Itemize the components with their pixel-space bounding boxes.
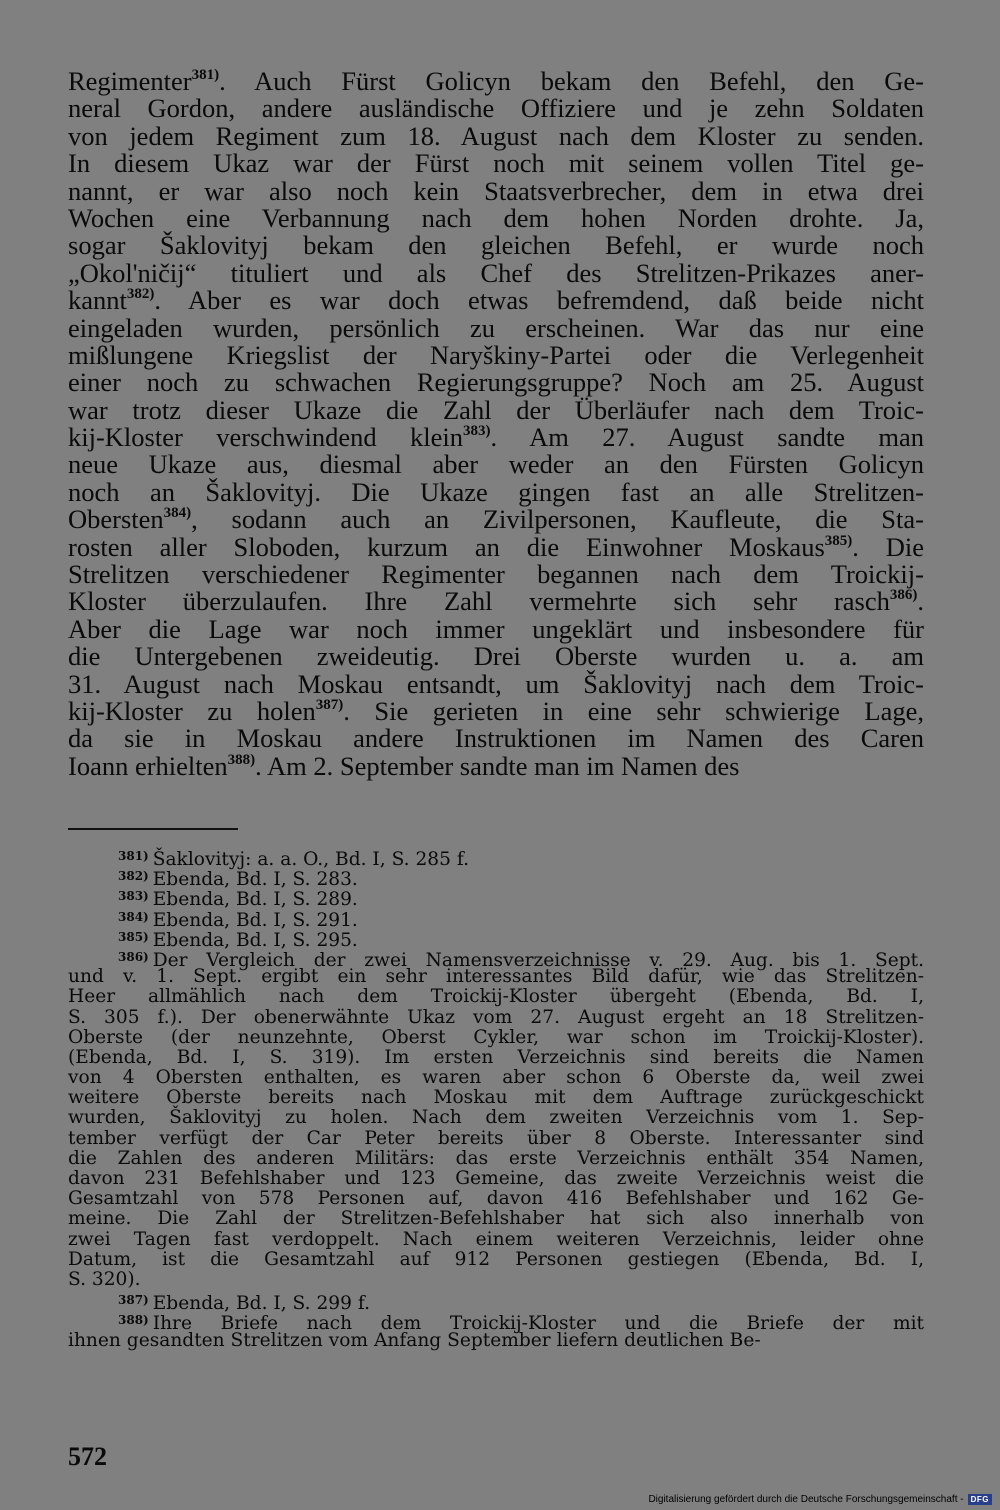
footnote-text: tember verfügt der Car Peter bereits über 8 Oberste. Interessanter sind <box>68 1127 924 1149</box>
footnote-line <box>68 1189 924 1209</box>
footnote-text: Ebenda, Bd. I, S. 291. <box>152 909 358 931</box>
text-line <box>68 95 924 122</box>
footnote-text: von 4 Obersten enthalten, es waren aber schon 6 Oberste da, weil zwei <box>68 1067 924 1089</box>
footnote-text: Ebenda, Bd. I, S. 299 f. <box>152 1293 370 1315</box>
text-line <box>68 175 924 206</box>
text-run: Ioann erhielten <box>68 750 228 781</box>
footnote-line <box>68 1230 924 1250</box>
footnote-ref: 386) <box>889 587 918 604</box>
footer-text: Digitalisierung gefördert durch die Deutsche Forschungsgemeinschaft - <box>648 1494 964 1505</box>
footnote <box>68 846 924 870</box>
footnote-text: (Ebenda, Bd. I, S. 319). Im ersten Verzeichnis sind bereits die Namen <box>68 1046 924 1068</box>
footnote-text: Ihre Briefe nach dem Troickij-Kloster und die Briefe der mit <box>152 1313 924 1335</box>
footnote-text: S. 305 f.). Der obenerwähnte Ukaz vom 27. August ergeht an 18 Strelitzen- <box>68 1006 924 1028</box>
text-run: kij-Kloster verschwindend klein <box>68 422 464 453</box>
text-line <box>68 506 924 533</box>
footnote-text: Datum, ist die Gesamtzahl auf 912 Personen gestiegen (Ebenda, Bd. I, <box>68 1248 924 1270</box>
footnote-line <box>68 1270 924 1290</box>
text-run: Obersten <box>68 504 164 535</box>
footnote-line <box>68 1310 924 1335</box>
footnote-line <box>68 927 924 951</box>
footnote-line <box>68 1108 924 1128</box>
text-run: Strelitzen verschiedener Regimenter begannen nach dem Troickij- <box>68 559 924 590</box>
footnote-text: und v. 1. Sept. ergibt ein sehr interessantes Bild dafür, wie das Strelitzen- <box>68 966 924 988</box>
text-run: . Am 27. August sandte man <box>490 422 924 453</box>
footnote-number: 382) <box>118 869 149 884</box>
footnote <box>68 927 924 951</box>
text-run: . Die <box>852 531 924 562</box>
text-run: . Sie gerieten in eine sehr schwierige Lage, <box>343 695 925 726</box>
footer-credit <box>648 1494 992 1505</box>
text-run: rosten aller Sloboden, kurzum an die Einwohner Moskaus <box>68 531 825 562</box>
text-line <box>68 120 924 151</box>
text-run: von jedem Regiment zum 18. August nach dem Kloster zu senden. <box>68 120 924 151</box>
text-run: „Okol'ničij“ tituliert und als Chef des Strelitzen-Prikazes aner- <box>68 257 924 288</box>
footnote-ref: 384) <box>163 505 192 522</box>
text-line <box>68 725 924 752</box>
text-line <box>68 150 924 177</box>
text-line <box>68 202 924 233</box>
footnote-text: ihnen gesandten Strelitzen vom Anfang September liefern deutlichen Be- <box>68 1329 761 1351</box>
footnote-text: Šaklovityj: a. a. O., Bd. I, S. 285 f. <box>152 849 470 870</box>
text-run: . Aber es war doch etwas befremdend, daß beide nicht <box>154 285 924 316</box>
footnote <box>68 907 924 931</box>
footnote-line <box>68 1028 924 1048</box>
footnote-number: 383) <box>118 889 149 904</box>
text-line <box>68 451 924 478</box>
text-line <box>68 257 924 288</box>
footnote-line <box>68 886 924 911</box>
text-line <box>68 750 924 781</box>
text-run: , sodann auch an Zivilpersonen, Kaufleute, die Sta- <box>191 504 924 535</box>
footnote-line <box>68 1068 924 1088</box>
footnote-text: Heer allmählich nach dem Troickij-Kloster übergeht (Ebenda, Bd. I, <box>68 986 924 1008</box>
footnote <box>68 1290 924 1315</box>
footnote-text: Der Vergleich der zwei Namensverzeichnisse v. 29. Aug. bis 1. Sept. <box>152 949 924 971</box>
footnote-rule <box>68 828 238 830</box>
text-line <box>68 424 924 451</box>
footnote-line <box>68 866 924 891</box>
footnote-line <box>68 1088 924 1108</box>
footnote-ref: 381) <box>191 67 220 83</box>
text-run: eingeladen wurden, persönlich zu erscheinen. War das nur eine <box>68 312 924 343</box>
footnote-text: weitere Oberste bereits nach Moskau mit dem Auftrage zurückgeschickt <box>68 1087 924 1109</box>
footnote-number: 384) <box>118 909 149 924</box>
footnote-text: Ebenda, Bd. I, S. 295. <box>152 929 358 951</box>
text-run: die Untergebenen zweideutig. Drei Oberste wurden u. a. am <box>68 641 924 672</box>
footnote <box>68 1310 924 1350</box>
body-text <box>68 68 924 780</box>
footnote <box>68 947 924 1290</box>
text-run: Aber die Lage war noch immer ungeklärt und insbesondere für <box>68 613 924 644</box>
footnote-number: 387) <box>118 1293 149 1308</box>
footnote-line <box>68 1048 924 1068</box>
text-run: einer noch zu schwachen Regierungsgruppe? Noch am 25. August <box>68 367 924 398</box>
text-run: neue Ukaze aus, diesmal aber weder an den Fürsten Golicyn <box>68 449 924 480</box>
text-line <box>68 588 924 615</box>
footnote-text: zwei Tagen fast verdoppelt. Nach einem weiteren Verzeichnis, leider ohne <box>68 1228 924 1250</box>
text-run: kij-Kloster zu holen <box>68 695 316 726</box>
text-run: sogar Šaklovityj bekam den gleichen Befehl, er wurde noch <box>68 230 924 261</box>
text-run: kannt <box>68 285 127 316</box>
text-line <box>68 312 924 343</box>
text-run: Kloster überzulaufen. Ihre Zahl vermehrte sich sehr rasch <box>68 586 890 617</box>
text-line <box>68 339 924 370</box>
footnote-line <box>68 1169 924 1189</box>
footnote <box>68 866 924 891</box>
text-line <box>68 68 924 95</box>
footnote-ref: 387) <box>315 696 344 713</box>
footnote-text: S. 320). <box>68 1268 141 1290</box>
text-line <box>68 668 924 699</box>
text-run: . Auch Fürst Golicyn bekam den Befehl, den Ge- <box>219 66 924 96</box>
footnote-ref: 383) <box>463 423 491 440</box>
text-run: neral Gordon, andere ausländische Offiziere und je zehn Soldaten <box>68 93 924 124</box>
text-line <box>68 394 924 425</box>
footnotes <box>68 846 924 1351</box>
footnote-line <box>68 1290 924 1315</box>
text-run: Wochen eine Verbannung nach dem hohen Norden drohte. Ja, <box>68 202 924 233</box>
footnote-line <box>68 1209 924 1229</box>
footnote-number: 381) <box>118 849 149 863</box>
text-run: noch an Šaklovityj. Die Ukaze gingen fast an alle Strelitzen- <box>68 476 924 507</box>
text-line <box>68 476 924 507</box>
footnote-number: 388) <box>118 1313 149 1328</box>
footnote-text: die Zahlen des anderen Militärs: das erste Verzeichnis enthält 354 Namen, <box>68 1147 924 1169</box>
footnote <box>68 886 924 911</box>
footnote-number: 386) <box>118 949 149 964</box>
footnote-number: 385) <box>118 929 149 944</box>
text-line <box>68 613 924 644</box>
text-run: In diesem Ukaz war der Fürst noch mit seinem vollen Titel ge- <box>68 148 924 179</box>
text-line <box>68 232 924 259</box>
text-line <box>68 695 925 726</box>
text-run: nannt, er war also noch kein Staatsverbrecher, dem in etwa drei <box>68 175 924 206</box>
text-line <box>68 369 924 396</box>
text-run: . <box>917 586 924 617</box>
footnote-text: wurden, Šaklovityj zu holen. Nach dem zweiten Verzeichnis vom 1. Sep- <box>68 1107 924 1129</box>
text-run: 31. August nach Moskau entsandt, um Šaklovityj nach dem Troic- <box>68 668 924 699</box>
footnote-line <box>68 1129 924 1149</box>
footnote-line <box>68 1250 924 1270</box>
footnote-ref: 388) <box>227 751 256 768</box>
footnote-ref: 382) <box>126 286 155 303</box>
footnote-line <box>68 967 924 987</box>
text-line <box>68 561 924 588</box>
footnote-text: Oberste (der neunzehnte, Oberst Cykler, war schon im Troickij-Kloster). <box>68 1026 924 1048</box>
footnote-line <box>68 1008 924 1028</box>
page-number: 572 <box>68 1442 107 1471</box>
text-run: . Am 2. September sandte man im Namen des <box>255 750 740 781</box>
text-run: da sie in Moskau andere Instruktionen im Namen des Caren <box>68 723 924 754</box>
footnote-text: meine. Die Zahl der Strelitzen-Befehlshaber hat sich also innerhalb von <box>68 1208 924 1230</box>
footnote-line <box>68 987 924 1007</box>
text-line <box>68 287 924 314</box>
footnote-text: Ebenda, Bd. I, S. 283. <box>152 869 358 891</box>
footnote-line <box>68 947 924 971</box>
dfg-logo: DFG <box>968 1494 992 1505</box>
footnote-line <box>68 907 924 931</box>
footnote-text: davon 231 Befehlshaber und 123 Gemeine, das zweite Verzeichnis weist die <box>68 1168 924 1189</box>
footnote-line <box>68 1149 924 1169</box>
text-run: mißlungene Kriegslist der Naryškiny-Partei oder die Verlegenheit <box>68 339 924 370</box>
text-run: Regimenter <box>68 66 192 96</box>
footnote-text: Gesamtzahl von 578 Personen auf, davon 416 Befehlshaber und 162 Ge- <box>68 1188 924 1210</box>
footnote-ref: 385) <box>824 532 853 549</box>
text-line <box>68 531 924 562</box>
text-line <box>68 643 924 670</box>
text-run: war trotz dieser Ukaze die Zahl der Überläufer nach dem Troic- <box>68 394 924 425</box>
footnote-text: Ebenda, Bd. I, S. 289. <box>152 889 358 911</box>
footnote-line <box>68 846 924 870</box>
